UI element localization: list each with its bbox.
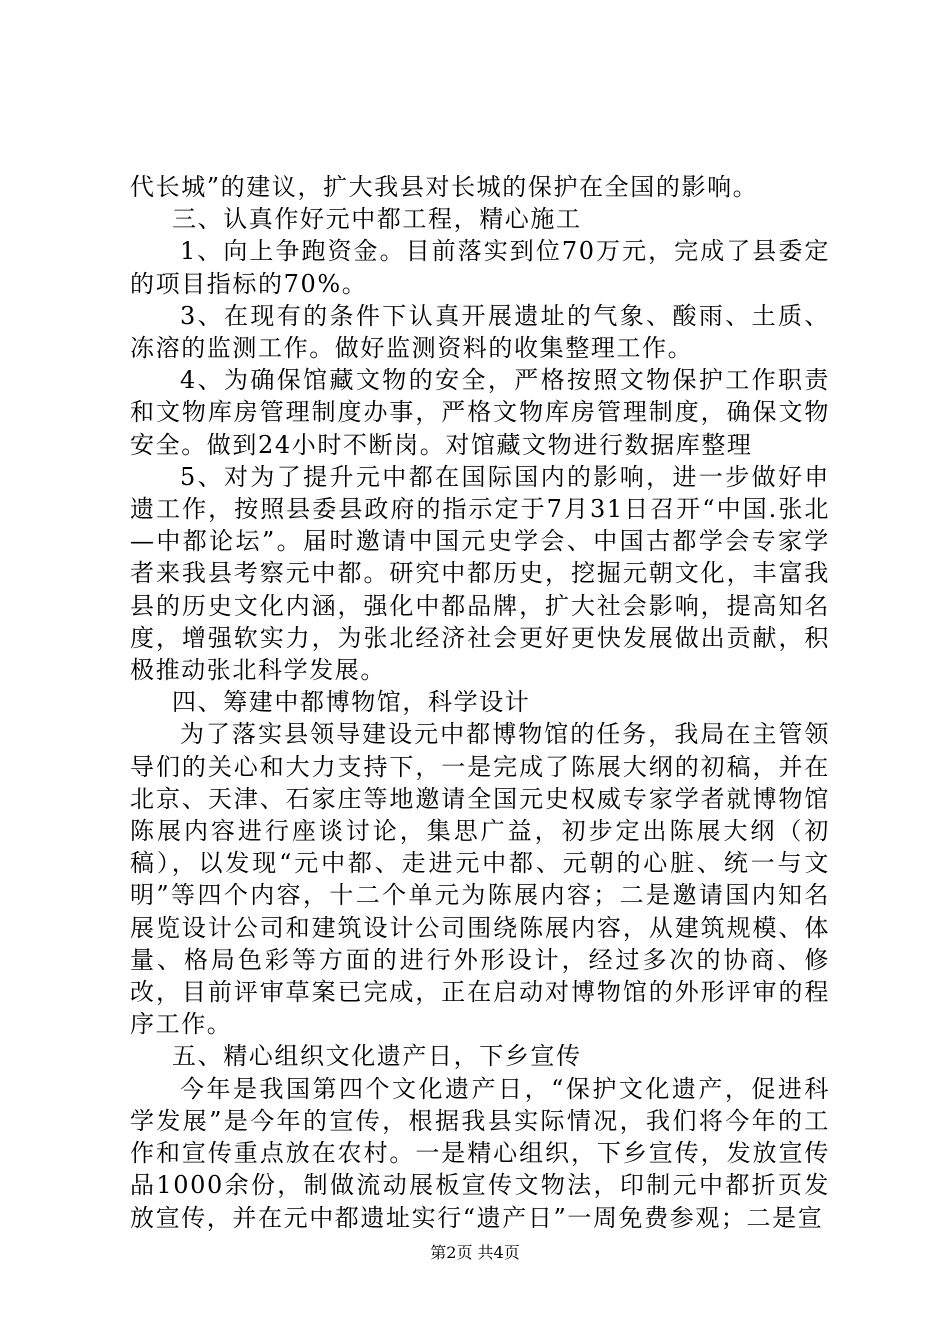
paragraph-heritage-day: 今年是我国第四个文化遗产日，“保护文化遗产，促进科学发展”是今年的宣传，根据我县实际情况，我们将今年的工作和宣传重点放在农村。一是精心组织，下乡宣传，发放宣传品1000余份，制做流动展板宣传文物法，印制元中都折页发放宣传，并在元中都遗址实行“遗产日”一周免费参观；二是宣 bbox=[130, 1074, 830, 1232]
paragraph-continuation: 代长城”的建议，扩大我县对长城的保护在全国的影响。 bbox=[130, 173, 759, 201]
document-body bbox=[130, 171, 830, 1234]
section-heading-4: 四、筹建中都博物馆，科学设计 bbox=[172, 688, 531, 717]
section-heading-3: 三、认真作好元中都工程，精心施工 bbox=[172, 205, 582, 234]
section-heading-5: 五、精心组织文化遗产日，下乡宣传 bbox=[172, 1042, 582, 1071]
paragraph-museum: 为了落实县领导建设元中都博物馆的任务，我局在主管领导们的关心和大力支持下，一是完成了陈展大纲的初稿，并在北京、天津、石家庄等地邀请全国元史权威专家学者就博物馆陈展内容进行座谈讨论，集思广益，初步定出陈展大纲（初稿），以发现“元中都、走进元中都、元朝的心脏、统一与文明”等四个内容，十二个单元为陈展内容；二是邀请国内知名展览设计公司和建筑设计公司围绕陈展内容，从建筑规模、体量、格局色彩等方面的进行外形设计，经过多次的协商、修改，目前评审草案已完成，正在启动对博物馆的外形评审的程序工作。 bbox=[130, 720, 830, 1039]
page-number-footer: 第2页 共4页 bbox=[430, 1243, 520, 1262]
paragraph-item-3: 3、在现有的条件下认真开展遗址的气象、酸雨、土质、冻溶的监测工作。做好监测资料的收集整理工作。 bbox=[130, 301, 830, 363]
paragraph-item-1: 1、向上争跑资金。目前落实到位70万元，完成了县委定的项目指标的70%。 bbox=[130, 237, 830, 298]
paragraph-item-5: 5、对为了提升元中都在国际国内的影响，进一步做好申遗工作，按照县委县政府的指示定于7月31日召开“中国.张北—中都论坛”。届时邀请中国元史学会、中国古都学会专家学者来我县考察元中都。研究中都历史，挖掘元朝文化，丰富我县的历史文化内涵，强化中都品牌，扩大社会影响，提高知名度，增强软实力，为张北经济社会更好更快发展做出贡献，积极推动张北科学发展。 bbox=[130, 462, 830, 685]
paragraph-item-4: 4、为确保馆藏文物的安全，严格按照文物保护工作职责和文物库房管理制度办事，严格文物库房管理制度，确保文物安全。做到24小时不断岗。对馆藏文物进行数据库整理 bbox=[130, 366, 830, 459]
